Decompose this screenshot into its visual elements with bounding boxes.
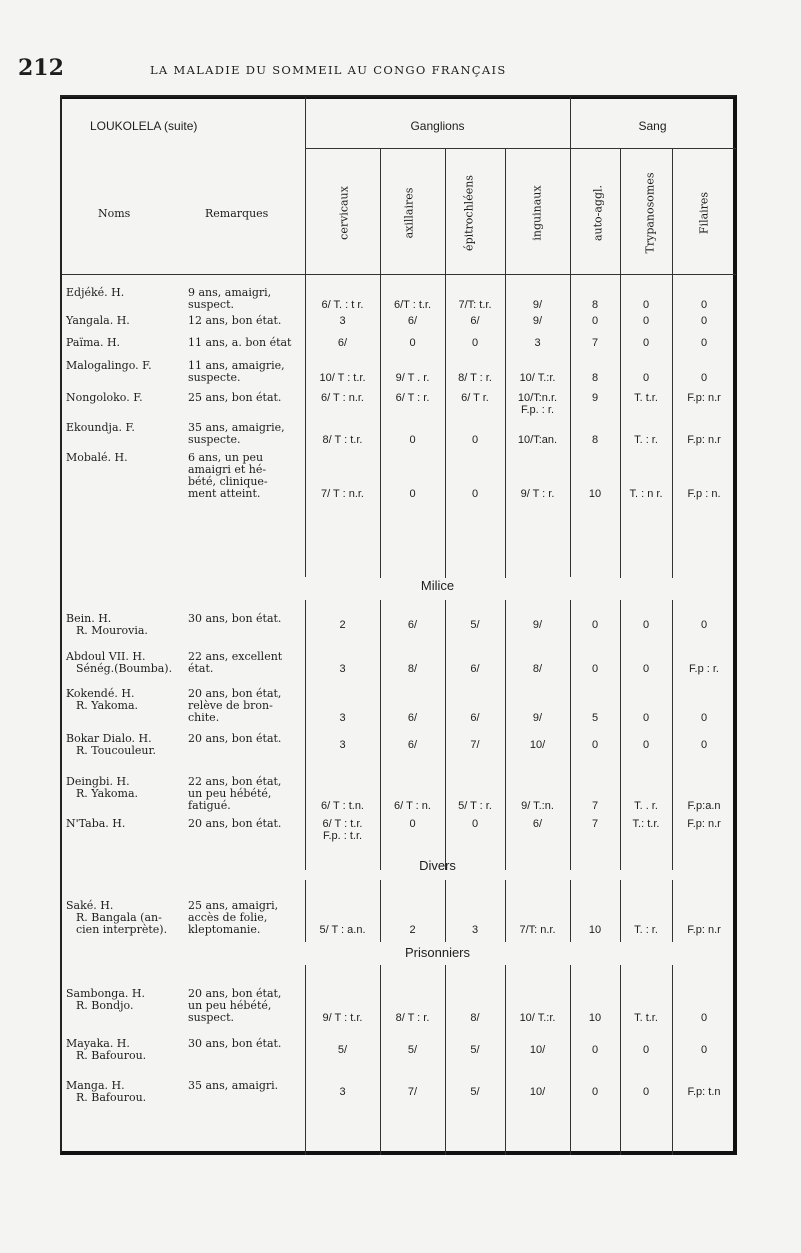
cell-ax: 8/ <box>407 663 418 675</box>
cell-ax: 6/T : t.r. <box>393 299 432 311</box>
cell-ax: 0 <box>409 434 416 446</box>
cell-ep: 5/ <box>470 1044 480 1056</box>
cell-r: 20 ans, bon état, <box>188 687 282 700</box>
col-header-trypanosomes: Trypanosomes <box>643 172 657 254</box>
cell-ep: 6/ T r. <box>461 392 489 404</box>
cell-au: 7 <box>591 337 599 349</box>
cell-cv: 7/ T : n.r. <box>320 488 364 500</box>
cell-fi: 0 <box>700 619 708 631</box>
cell-tr: 0 <box>642 712 650 724</box>
cell-r: suspecte. <box>188 371 241 384</box>
cell-n: Nongoloko. F. <box>66 391 143 404</box>
cell-tr: T. : n r. <box>629 488 663 500</box>
cell-au: 8 <box>591 434 599 446</box>
cell-cv: 3 <box>339 739 346 751</box>
group-header-sang: Sang <box>638 119 667 133</box>
cell-ep: 8/ <box>470 1012 480 1024</box>
cell-n: Païma. H. <box>66 336 121 349</box>
cell-n: R. Bafourou. <box>76 1049 147 1062</box>
cell-ig: 9/ T.:n. <box>521 800 554 812</box>
cell-ep: 8/ T : r. <box>458 372 492 384</box>
cell-au: 8 <box>591 299 599 311</box>
cell-r: un peu hébété, <box>188 787 272 800</box>
table-rule <box>620 965 621 1155</box>
cell-ax: 0 <box>409 818 416 830</box>
cell-ax: 0 <box>409 337 416 349</box>
cell-r: 11 ans, a. bon état <box>188 336 292 349</box>
table-rule <box>445 148 446 578</box>
cell-ax: 6/ T : r. <box>395 392 430 404</box>
table-rule <box>305 965 306 1155</box>
cell-tr: 0 <box>642 337 650 349</box>
cell-r: ment atteint. <box>188 487 261 500</box>
cell-tr: T. t.r. <box>634 392 658 404</box>
cell-ig: 9/ <box>532 712 543 724</box>
cell-n: R. Bafourou. <box>76 1091 147 1104</box>
cell-r: 20 ans, bon état. <box>188 817 282 830</box>
cell-r: 30 ans, bon état. <box>188 612 282 625</box>
cell-cv: 3 <box>339 1086 346 1098</box>
cell-n: R. Bangala (an- <box>76 911 162 924</box>
cell-r: 20 ans, bon état. <box>188 732 282 745</box>
cell-n: Malogalingo. F. <box>66 359 152 372</box>
cell-au: 10 <box>588 924 602 936</box>
cell-n: R. Yakoma. <box>76 699 139 712</box>
cell-cv: 2 <box>339 619 346 631</box>
cell-ig: 10/T:an. <box>517 434 558 446</box>
cell-tr: 0 <box>642 1044 650 1056</box>
cell-r: 20 ans, bon état, <box>188 987 282 1000</box>
cell-ig: 10/T:n.r. <box>517 392 558 404</box>
cell-ep: 3 <box>471 924 479 936</box>
cell-ig: 7/T: n.r. <box>519 924 556 936</box>
page-header <box>0 55 801 85</box>
cell-n: Abdoul VII. H. <box>66 650 146 663</box>
cell-r: 22 ans, bon état, <box>188 775 282 788</box>
cell-n: N'Taba. H. <box>66 817 126 830</box>
section-divers: Divers <box>419 858 456 873</box>
cell-ax: 0 <box>409 488 416 500</box>
group-header-ganglions: Ganglions <box>410 119 465 133</box>
table-rule <box>672 965 673 1155</box>
cell-fi: F.p: n.r <box>687 818 721 830</box>
cell-ep: 7/ <box>470 739 480 751</box>
cell-cv: 5/ <box>337 1044 348 1056</box>
cell-n: Manga. H. <box>66 1079 125 1092</box>
cell-au: 0 <box>591 663 599 675</box>
cell-r: état. <box>188 662 214 675</box>
cell-r: 11 ans, amaigrie, <box>188 359 285 372</box>
cell-cv: 3 <box>339 663 346 675</box>
cell-r: chite. <box>188 711 220 724</box>
cell-fi: 0 <box>700 299 708 311</box>
table-rule <box>505 148 506 578</box>
cell-n: Yangala. H. <box>66 314 130 327</box>
cell-ep: 0 <box>471 488 479 500</box>
group-header-loukolela: LOUKOLELA (suite) <box>90 119 198 133</box>
cell-fi: 0 <box>700 1012 708 1024</box>
col-header-epitrochleens: épitrochléens <box>462 175 476 251</box>
cell-ig: 8/ <box>532 663 543 675</box>
cell-n: Mayaka. H. <box>66 1037 130 1050</box>
cell-r: fatigué. <box>188 799 231 812</box>
cell-ep: 6/ <box>470 663 480 675</box>
cell-ax: 7/ <box>407 1086 418 1098</box>
cell-ep: 5/ <box>470 619 480 631</box>
cell-n: Mobalé. H. <box>66 451 128 464</box>
cell-ep: 7/T: t.r. <box>458 299 492 311</box>
cell-ax: 6/ <box>407 739 418 751</box>
table-rule <box>62 274 736 275</box>
cell-r: relève de bron- <box>188 699 273 712</box>
cell-cv: 6/ T : t.r. <box>322 818 363 830</box>
col-header-auto-aggl: auto-aggl. <box>591 184 605 242</box>
cell-n: Edjéké. H. <box>66 286 125 299</box>
cell-r: suspect. <box>188 1011 235 1024</box>
cell-ig: 6/ <box>532 818 543 830</box>
table-rule <box>62 97 736 99</box>
col-header-filaires: Filaires <box>697 191 711 235</box>
cell-n: Sénég.(Boumba). <box>76 662 173 675</box>
cell-tr: 0 <box>642 372 650 384</box>
cell-r: 35 ans, amaigri. <box>188 1079 279 1092</box>
cell-cv: 5/ T : a.n. <box>319 924 366 936</box>
cell-n: R. Bondjo. <box>76 999 134 1012</box>
table-rule <box>505 965 506 1155</box>
table-rule <box>380 965 381 1155</box>
cell-r: 9 ans, amaigri, <box>188 286 272 299</box>
cell-fi: F.p : n. <box>687 488 721 500</box>
cell-tr: T. t.r. <box>634 1012 658 1024</box>
table-rule <box>445 965 446 1155</box>
cell-r: 25 ans, amaigri, <box>188 899 279 912</box>
cell-fi: 0 <box>700 1044 708 1056</box>
cell-cv: 6/ T : n.r. <box>320 392 364 404</box>
cell-r: bété, clinique- <box>188 475 268 488</box>
cell-r: 25 ans, bon état. <box>188 391 282 404</box>
running-title: LA MALADIE DU SOMMEIL AU CONGO FRANÇAIS <box>150 63 507 77</box>
cell-r: kleptomanie. <box>188 923 261 936</box>
cell-ep: 0 <box>471 337 479 349</box>
cell-n: R. Mourovia. <box>76 624 148 637</box>
cell-r: 6 ans, un peu <box>188 451 264 464</box>
cell-n: R. Yakoma. <box>76 787 139 800</box>
cell-ax: 2 <box>409 924 416 936</box>
cell-ig: 10/ T.:r. <box>519 1012 556 1024</box>
cell-n: cien interprète). <box>76 923 168 936</box>
cell-cv: 10/ T : t.r. <box>319 372 366 384</box>
cell-ep: 5/ T : r. <box>458 800 492 812</box>
cell-r: suspecte. <box>188 433 241 446</box>
cell-ig: 10/ <box>529 1044 546 1056</box>
cell-au: 7 <box>591 800 599 812</box>
cell-au: 0 <box>591 315 599 327</box>
cell-cv: 3 <box>339 712 346 724</box>
col-header-axillaires: axillaires <box>402 187 416 239</box>
cell-au: 8 <box>591 372 599 384</box>
cell-n: R. Toucouleur. <box>76 744 156 757</box>
cell-fi: F.p: n.r <box>687 924 721 936</box>
cell-au: 9 <box>591 392 599 404</box>
cell-fi: F.p : r. <box>689 663 719 675</box>
cell-cv: 6/ T : t.n. <box>320 800 364 812</box>
cell-fi: 0 <box>700 739 708 751</box>
cell-ax: 6/ T : n. <box>394 800 431 812</box>
cell-au: 10 <box>588 488 602 500</box>
cell-cv: 6/ T. : t r. <box>321 299 364 311</box>
cell-ig: F.p. : r. <box>520 404 554 416</box>
cell-tr: 0 <box>642 299 650 311</box>
section-prisonniers: Prisonniers <box>404 945 471 960</box>
cell-au: 0 <box>591 739 599 751</box>
cell-n: Ekoundja. F. <box>66 421 135 434</box>
cell-au: 7 <box>591 818 599 830</box>
cell-tr: T. : r. <box>634 434 658 446</box>
cell-tr: 0 <box>642 1086 650 1098</box>
cell-r: amaigri et hé- <box>188 463 267 476</box>
table-rule <box>620 148 621 578</box>
cell-au: 0 <box>591 1044 599 1056</box>
cell-au: 0 <box>591 619 599 631</box>
cell-ax: 6/ <box>407 619 418 631</box>
cell-ep: 6/ <box>470 315 480 327</box>
cell-fi: 0 <box>700 337 708 349</box>
cell-ig: 10/ <box>529 739 546 751</box>
cell-au: 0 <box>591 1086 599 1098</box>
cell-ig: 3 <box>534 337 541 349</box>
cell-tr: 0 <box>642 739 650 751</box>
cell-n: Kokendé. H. <box>66 687 135 700</box>
col-header-noms: Noms <box>98 207 131 220</box>
cell-cv: 8/ T : t.r. <box>322 434 363 446</box>
table-rule <box>672 148 673 578</box>
cell-n: Sambonga. H. <box>66 987 145 1000</box>
cell-fi: F.p: n.r <box>687 392 721 404</box>
cell-ep: 0 <box>471 434 479 446</box>
col-header-inguinaux: inguinaux <box>530 185 544 241</box>
cell-ig: 9/ <box>532 315 543 327</box>
cell-fi: F.p:a.n <box>687 800 721 812</box>
cell-fi: 0 <box>700 712 708 724</box>
cell-tr: 0 <box>642 619 650 631</box>
col-header-cervicaux: cervicaux <box>337 186 351 240</box>
cell-fi: F.p: t.n <box>687 1086 721 1098</box>
cell-tr: 0 <box>642 315 650 327</box>
section-milice: Milice <box>420 578 455 593</box>
cell-fi: F.p: n.r <box>687 434 721 446</box>
cell-r: 12 ans, bon état. <box>188 314 282 327</box>
cell-ax: 5/ <box>407 1044 418 1056</box>
cell-au: 5 <box>591 712 599 724</box>
cell-ig: 10/ T.:r. <box>519 372 556 384</box>
cell-tr: T. : r. <box>634 924 658 936</box>
cell-ig: 10/ <box>529 1086 546 1098</box>
cell-cv: F.p. : t.r. <box>322 830 363 842</box>
cell-ax: 6/ <box>407 315 418 327</box>
table-rule <box>570 965 571 1155</box>
cell-n: Saké. H. <box>66 899 114 912</box>
cell-r: suspect. <box>188 298 235 311</box>
cell-n: Deingbi. H. <box>66 775 130 788</box>
page-number: 212 <box>18 55 64 81</box>
cell-cv: 3 <box>339 315 346 327</box>
cell-tr: T.: t.r. <box>632 818 660 830</box>
cell-n: Bokar Dialo. H. <box>66 732 152 745</box>
cell-ig: 9/ <box>532 619 543 631</box>
col-header-remarques: Remarques <box>205 207 269 220</box>
cell-ig: 9/ <box>532 299 543 311</box>
cell-r: un peu hébété, <box>188 999 272 1012</box>
cell-ax: 8/ T : r. <box>395 1012 430 1024</box>
cell-ep: 0 <box>471 818 479 830</box>
cell-n: Bein. H. <box>66 612 112 625</box>
cell-ep: 6/ <box>470 712 480 724</box>
cell-tr: 0 <box>642 663 650 675</box>
cell-fi: 0 <box>700 315 708 327</box>
cell-fi: 0 <box>700 372 708 384</box>
cell-au: 10 <box>588 1012 602 1024</box>
cell-ax: 6/ <box>407 712 418 724</box>
cell-ig: 9/ T : r. <box>520 488 555 500</box>
cell-cv: 6/ <box>337 337 348 349</box>
cell-tr: T. . r. <box>634 800 658 812</box>
cell-r: 35 ans, amaigrie, <box>188 421 285 434</box>
table-rule <box>380 148 381 578</box>
cell-r: 30 ans, bon état. <box>188 1037 282 1050</box>
cell-ax: 9/ T . r. <box>395 372 430 384</box>
cell-ep: 5/ <box>470 1086 480 1098</box>
cell-cv: 9/ T : t.r. <box>322 1012 363 1024</box>
cell-r: accès de folie, <box>188 911 268 924</box>
cell-r: 22 ans, excellent <box>188 650 283 663</box>
